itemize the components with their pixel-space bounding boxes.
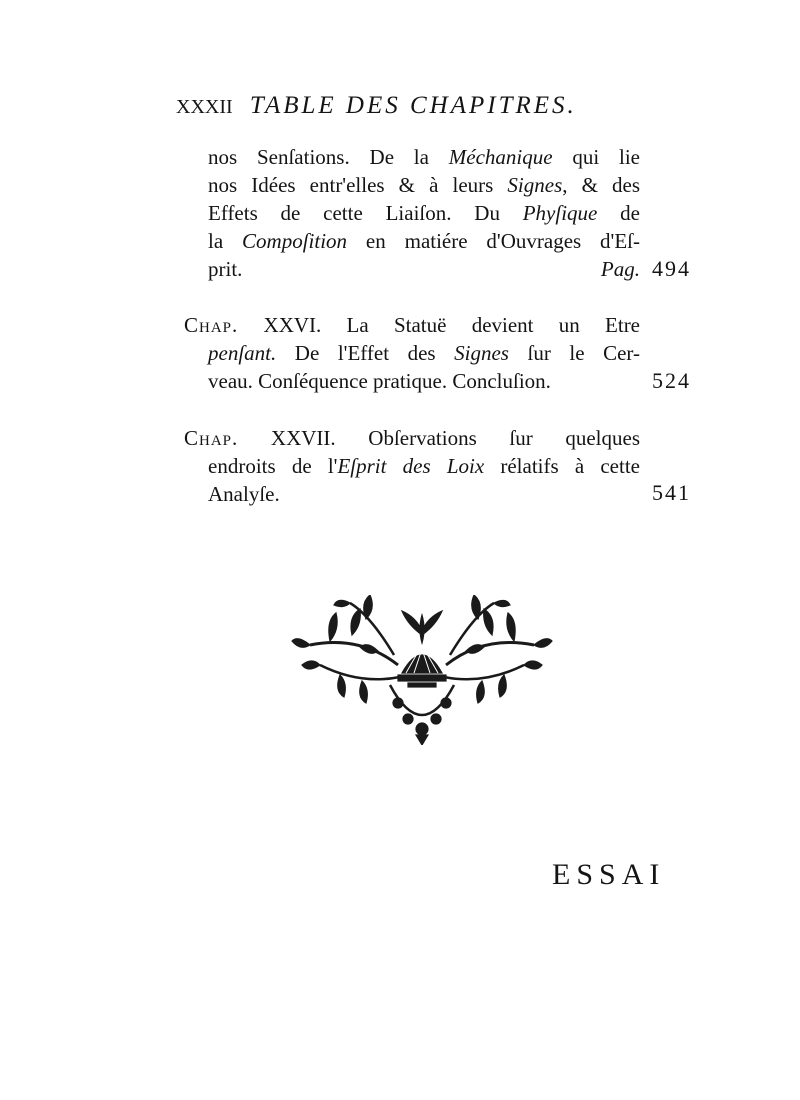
page-number: 541 bbox=[652, 480, 691, 505]
floral-ornament-icon bbox=[290, 595, 555, 745]
entry-line: la Compoſition en matiére d'Ouvrages d'Eſ- bbox=[208, 229, 640, 253]
page-number: 524 bbox=[652, 368, 691, 393]
entry-first-line bbox=[184, 424, 640, 452]
toc-entry-continuation bbox=[208, 143, 640, 283]
running-title: TABLE DES CHAPITRES. bbox=[249, 92, 577, 119]
entry-line: nos Idées entr'elles & à leurs Signes, & des bbox=[208, 173, 641, 197]
entry-line: endroits de l'Eſprit des Loix rélatifs à cette bbox=[208, 454, 640, 478]
chapter-label: Chap. bbox=[184, 426, 239, 450]
entry-line: Effets de cette Liaiſon. Du Phyſique de bbox=[208, 201, 640, 225]
running-header bbox=[176, 92, 577, 120]
toc-entry-chap-xxvii bbox=[184, 424, 641, 508]
catchword: ESSAI bbox=[552, 858, 666, 891]
toc-entry-chap-xxvi bbox=[184, 311, 641, 395]
entry-line: penſant. De l'Effet des Signes ſur le Cer- bbox=[208, 341, 640, 365]
page-number: 494 bbox=[652, 256, 691, 281]
entry-first-line bbox=[184, 311, 640, 339]
entry-line: Obſervations ſur quelques bbox=[368, 426, 641, 450]
entry-line: Analyſe. bbox=[208, 482, 280, 506]
chapter-number: XXVI. bbox=[263, 313, 322, 337]
folio-number: XXXII bbox=[176, 96, 233, 118]
entry-line: prit. Pag. bbox=[208, 257, 640, 281]
entry-line: La Statuë devient un Etre bbox=[346, 313, 641, 337]
entry-line: nos Senſations. De la Méchanique qui lie bbox=[208, 145, 641, 169]
chapter-label: Chap. bbox=[184, 313, 239, 337]
entry-line: veau. Conſéquence pratique. Concluſion. bbox=[208, 369, 551, 393]
chapter-number: XXVII. bbox=[270, 426, 336, 450]
